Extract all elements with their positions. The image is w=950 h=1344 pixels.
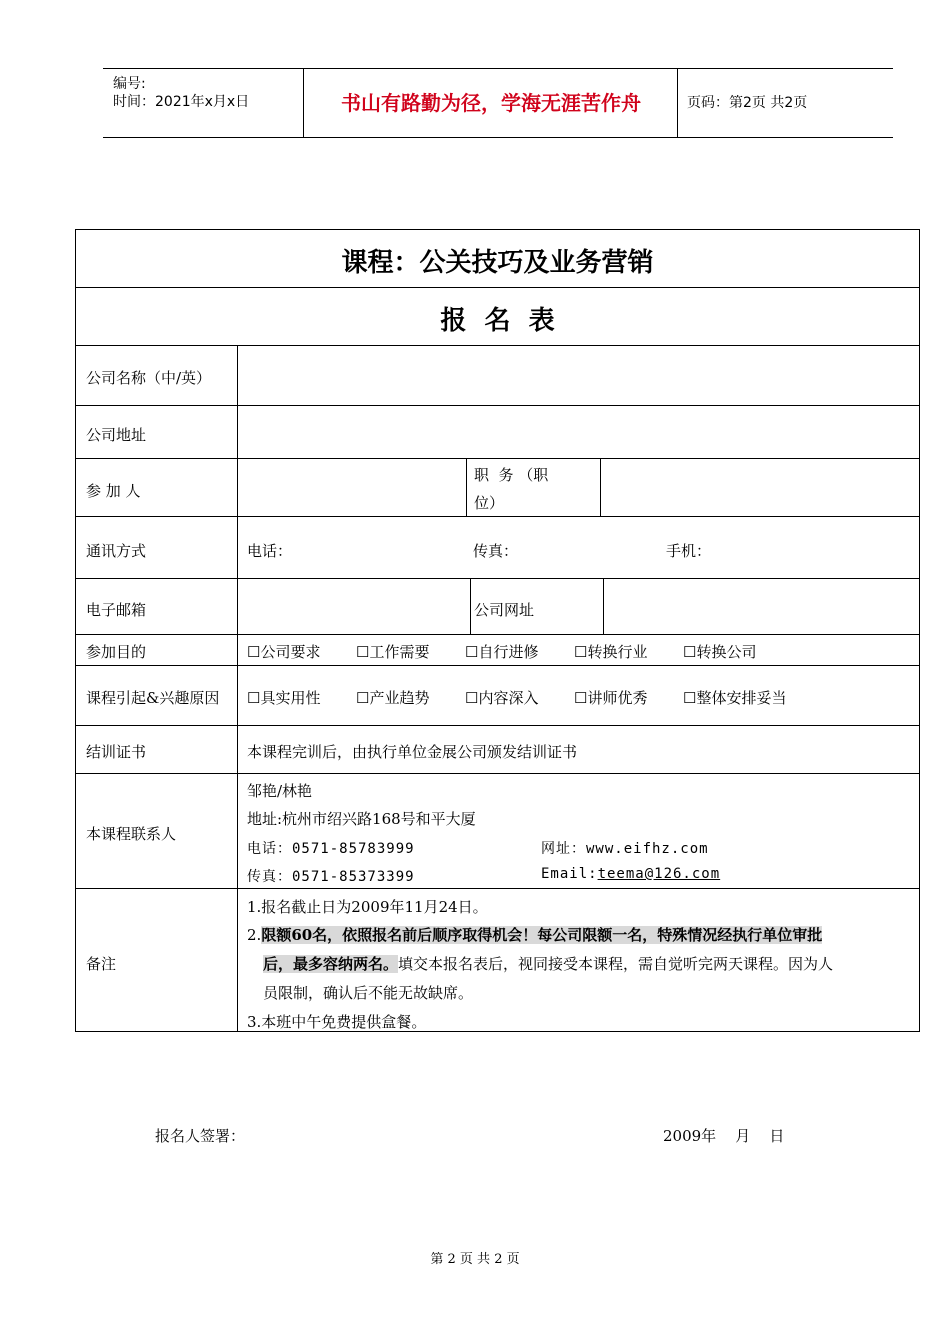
fax-label: 传真： (473, 542, 519, 560)
number-label: 编号: (113, 76, 146, 92)
remark-1: 1.报名截止日为2009年11月24日。 (247, 898, 488, 916)
contact-person-label: 本课程联系人 (86, 825, 177, 843)
row-divider (76, 773, 919, 774)
interest-option[interactable]: ☐内容深入 (465, 689, 539, 707)
purpose-option[interactable]: ☐转换行业 (574, 643, 648, 661)
registration-form (75, 229, 920, 1032)
header-divider (303, 69, 304, 137)
time-label: 时间：2021年x月x日 (113, 94, 250, 110)
row-divider (76, 345, 919, 346)
remark-2-highlight: 限额60名，依照报名前后顺序取得机会！每公司限额一名，特殊情况经执行单位审批 (261, 926, 823, 944)
remark-2-text: 填交本报名表后，视同接受本课程，需自觉听完两天课程。因为人 (398, 955, 834, 973)
interest-reason-label: 课程引起&兴趣原因 (86, 689, 220, 707)
interest-option[interactable]: ☐整体安排妥当 (683, 689, 787, 707)
phone-label: 电话： (247, 542, 293, 560)
remark-2-highlight-cont: 后，最多容纳两名。 (263, 955, 399, 973)
certificate-text: 本课程完训后，由执行单位金展公司颁发结训证书 (247, 743, 578, 761)
signature-label: 报名人签署： (155, 1127, 246, 1145)
header-page-info: 页码：第2页 共2页 (687, 95, 808, 111)
signature-date: 2009年 月 日 (663, 1127, 785, 1145)
certificate-label: 结训证书 (86, 743, 147, 761)
contact-email-link[interactable]: teema@126.com (597, 866, 721, 882)
row-divider (76, 516, 919, 517)
website-label: 公司网址 (474, 601, 535, 619)
page-header (103, 68, 893, 138)
remarks-label: 备注 (86, 955, 117, 973)
email-field[interactable] (241, 581, 467, 633)
company-name-field[interactable] (241, 350, 916, 402)
column-divider (603, 578, 604, 634)
interest-option[interactable]: ☐讲师优秀 (574, 689, 648, 707)
company-name-label: 公司名称（中/英） (86, 369, 212, 387)
page-footer: 第 2 页 共 2 页 (430, 1252, 520, 1267)
interest-option[interactable]: ☐产业趋势 (356, 689, 430, 707)
remark-2-prefix: 2. (247, 926, 262, 944)
purpose-option[interactable]: ☐自行进修 (465, 643, 539, 661)
contact-email-line (541, 866, 720, 882)
contact-method-label: 通讯方式 (86, 542, 147, 560)
company-address-label: 公司地址 (86, 426, 147, 444)
company-address-field[interactable] (241, 408, 916, 456)
purpose-option[interactable]: ☐转换公司 (683, 643, 757, 661)
participant-label: 参 加 人 (86, 482, 141, 500)
remark-2-line3: 员限制，确认后不能无故缺席。 (263, 984, 474, 1002)
column-divider (237, 345, 238, 1032)
contact-fax: 传真：0571-85373399 (247, 869, 415, 885)
position-label-cont: 位） (474, 494, 505, 512)
row-divider (76, 578, 919, 579)
interest-option[interactable]: ☐具实用性 (247, 689, 321, 707)
contact-names: 邹艳/林艳 (247, 782, 313, 800)
remark-3: 3.本班中午免费提供盒餐。 (247, 1013, 427, 1031)
row-divider (76, 888, 919, 889)
header-meta (103, 69, 303, 137)
participant-field[interactable] (241, 461, 463, 513)
column-divider (470, 578, 471, 634)
position-field[interactable] (604, 461, 916, 513)
position-label: 职 务 （职 (474, 466, 549, 484)
contact-website: 网址：www.eifhz.com (541, 841, 709, 857)
mobile-label: 手机： (666, 542, 712, 560)
row-divider (76, 287, 919, 288)
column-divider (466, 458, 467, 516)
row-divider (76, 665, 919, 666)
row-divider (76, 634, 919, 635)
header-motto: 书山有路勤为径，学海无涯苦作舟 (341, 91, 641, 115)
contact-phone: 电话：0571-85783999 (247, 841, 415, 857)
course-title: 课程：公关技巧及业务营销 (341, 248, 654, 278)
row-divider (76, 725, 919, 726)
row-divider (76, 458, 919, 459)
header-divider (677, 69, 678, 137)
email-label: 电子邮箱 (86, 601, 147, 619)
contact-address: 地址:杭州市绍兴路168号和平大厦 (247, 810, 476, 828)
remark-2-line1 (247, 924, 822, 945)
purpose-label: 参加目的 (86, 643, 147, 661)
form-title: 报 名 表 (440, 306, 555, 336)
row-divider (76, 405, 919, 406)
remark-2-line2 (263, 953, 833, 974)
column-divider (600, 458, 601, 516)
purpose-option[interactable]: ☐工作需要 (356, 643, 430, 661)
website-field[interactable] (607, 581, 916, 633)
contact-email-label: Email: (541, 866, 598, 882)
purpose-option[interactable]: ☐公司要求 (247, 643, 321, 661)
